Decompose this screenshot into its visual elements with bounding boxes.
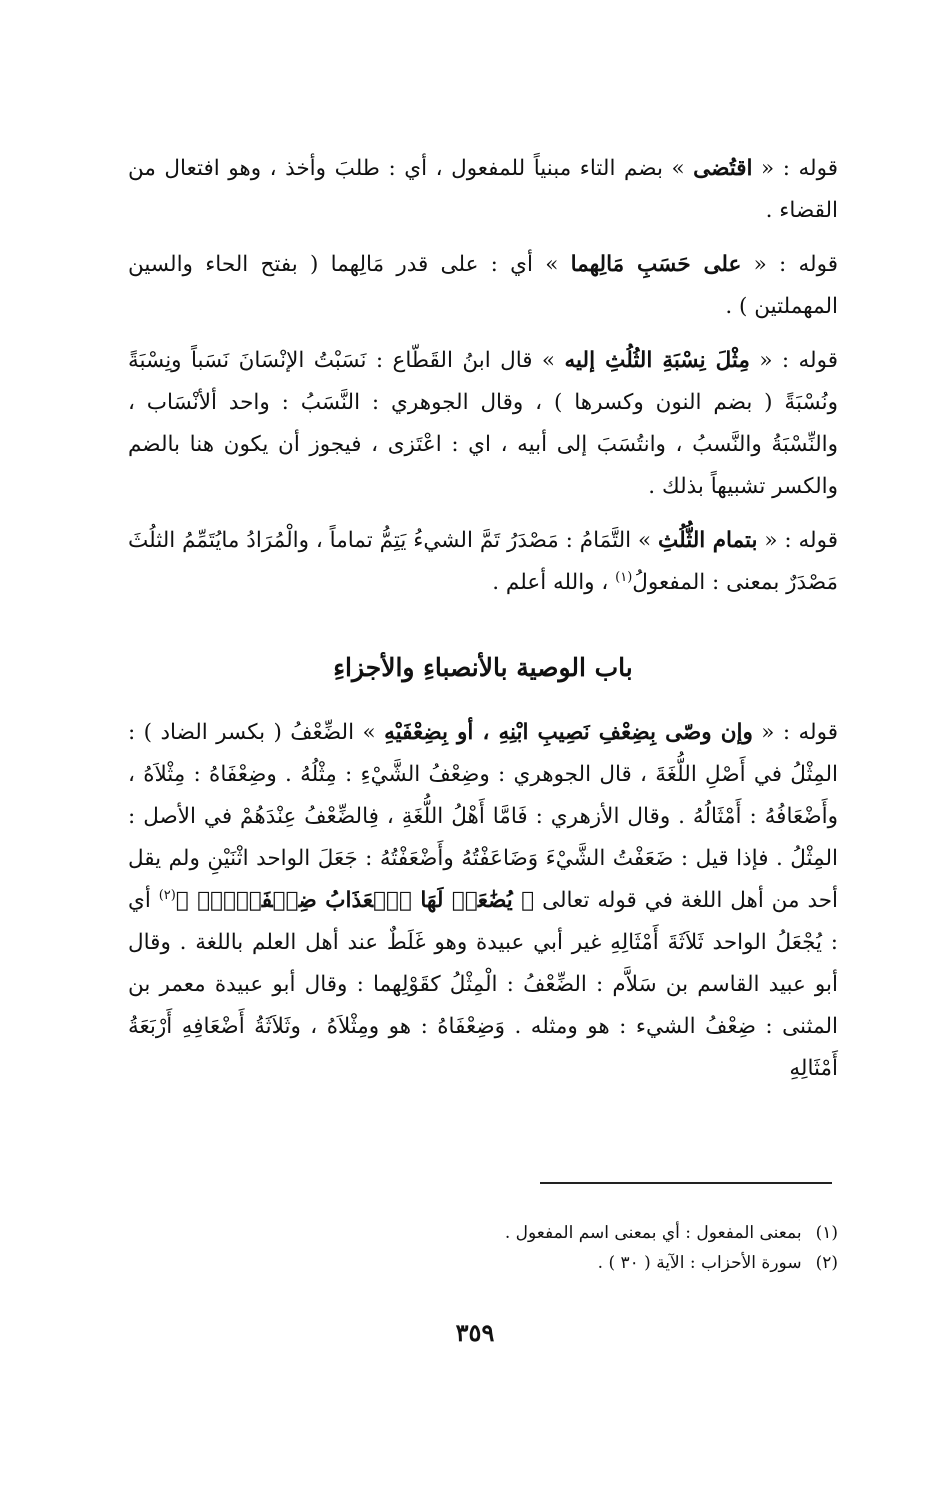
- quoted-term: اقتُضى: [693, 156, 753, 181]
- paragraph-text: أي : يُجْعَلُ الواحد ثَلاَثَةَ أَمْثَالِهِ غير أبي عبيدة وهو غَلَطٌ عند أهل العلم باللغة . وقال أبو عبيد القاسم بن سَلاَّم : الضِّعْفُ : الْمِثْلُ كقَوْلِهما : وقال أبو عبيدة معمر بن المثنى : ضِعْفُ الشيء : هو ومثله . وَضِعْفَاهُ : هو ومِثْلاَهُ ، وثَلاَثَةُ أَضْعَافِهِ أَرْبَعَةُ أَمْثَالِهِ: [128, 888, 838, 1081]
- paragraph-prefix: قوله : «: [749, 348, 838, 373]
- footnote-item: [300, 1248, 838, 1278]
- paragraph-text: » بضم التاء مبنياً للمفعول ، أي : طلبَ وأخذ ، وهو افتعال من القضاء .: [128, 156, 838, 223]
- footnote-item: [300, 1218, 838, 1248]
- paragraph-prefix: قوله : «: [741, 252, 838, 277]
- footnote-number: (١): [815, 1223, 838, 1243]
- paragraph-tamam: [128, 520, 838, 604]
- paragraph-text: » الضِّعْفُ ( بكسر الضاد ) : المِثْلُ في أَصْلِ اللُّغَةَ ، قال الجوهري : وضِعْفُ الشَّيْءِ : مِثْلُهُ . وضِعْفَاهُ : مِثْلاَهُ ، وأَضْعَافُهُ : أَمْثَالُهُ . وقال الأزهري : فَامَّا أَهْلُ اللُّغَةِ ، فِالضِّعْفُ عِنْدَهُمْ في الأصل : المِثْلُ . فإذا قيل : ضَعَفْتُ الشَّيْءَ وَضَاعَفْتُهُ وأَضْعَفْتُهُ : جَعَلَ الواحد اثْنَيْنِ ولم يقل أحد من أهل اللغة في قوله تعالى: [128, 720, 839, 913]
- quoted-term: مِثْلَ نِسْبَةِ الثُلُثِ إليه: [564, 348, 750, 373]
- paragraph-hasab: [128, 244, 838, 328]
- paragraph-prefix: قوله : «: [752, 720, 838, 745]
- paragraph-text: ، والله أعلم .: [492, 570, 616, 595]
- paragraph-iqtuda: [128, 148, 838, 232]
- footnote-reference[interactable]: (١): [615, 569, 633, 585]
- footnotes: [300, 1218, 838, 1278]
- page-body: [128, 148, 838, 1102]
- quoted-term: على حَسَبِ مَالِهما: [570, 252, 742, 277]
- quran-verse: ﴿ يُضَٰعَفۡ لَهَا ٱلۡعَذَابُ ضِعۡفَيۡنِۚ ﴾: [175, 888, 535, 913]
- chapter-heading: باب الوصية بالأنصباءِ والأجزاءِ: [333, 653, 633, 682]
- quoted-term: بتمام الثُّلُثِ: [657, 528, 758, 553]
- footnote-number: (٢): [815, 1253, 838, 1273]
- paragraph-text: » أي : على قدر مَالِهما ( بفتح الحاء والسين المهملتين ) .: [128, 252, 838, 319]
- paragraph-prefix: قوله : «: [757, 528, 838, 553]
- paragraph-main: [128, 712, 838, 1090]
- paragraph-nisba: [128, 340, 838, 508]
- paragraph-prefix: قوله : «: [752, 156, 838, 181]
- footnote-divider: [540, 1182, 832, 1184]
- quoted-term: وإن وصّى بِضِعْفِ نَصِيبِ ابْنِهِ ، أو بِضِعْفَيْهِ: [384, 720, 753, 745]
- footnote-reference[interactable]: (٢): [158, 887, 176, 903]
- paragraph-text: » قال ابنُ القَطّاع : نَسَبْتُ الإنْسَانَ نَسَباً ونِسْبَةً ونُسْبَةً ( بضم النون وكسرها ) ، وقال الجوهري : النَّسَبُ : واحد ألأنْسَاب ، والنِّسْبَةُ والنَّسبُ ، وانتُسَبَ إلى أبيه ، اي : اعْتَزى ، فيجوز أن يكون هنا بالضم والكسر تشبيهاً بذلك .: [128, 348, 838, 499]
- paragraph-text: » التَّمَامُ : مَصْدَرُ تَمَّ الشيءُ يَتِمُّ تماماً ، والْمُرَادُ مايُتَمِّمُ الثلُثَ مَصْدَرٌ بمعنى : المفعولُ: [128, 528, 838, 595]
- footnote-text: بمعنى المفعول : أي بمعنى اسم المفعول .: [504, 1223, 802, 1243]
- page-number: ٣٥٩: [455, 1318, 495, 1347]
- footnote-text: سورة الأحزاب : الآية ( ٣٠ ) .: [597, 1253, 802, 1273]
